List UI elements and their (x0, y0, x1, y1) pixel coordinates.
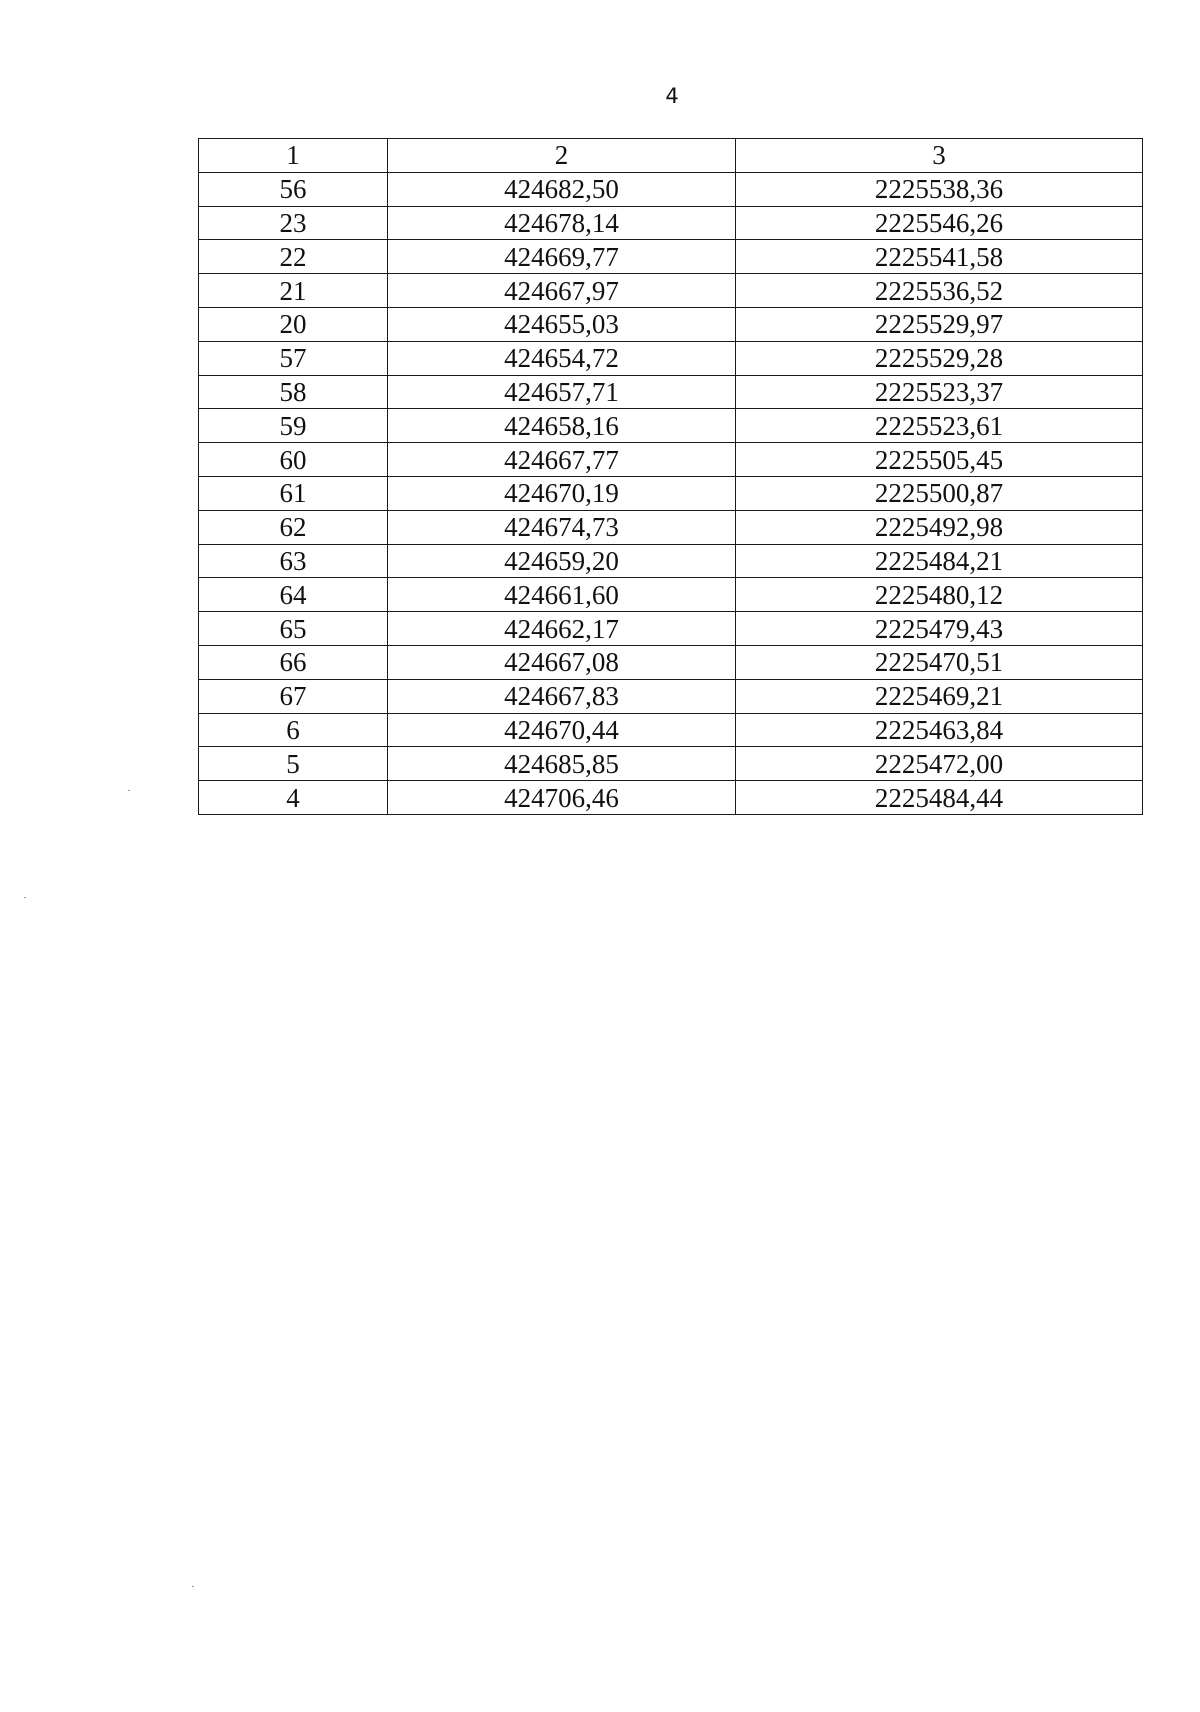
y-coordinate-cell: 2225529,97 (736, 307, 1143, 341)
y-coordinate-cell: 2225536,52 (736, 274, 1143, 308)
x-coordinate-cell: 424654,72 (388, 341, 736, 375)
y-coordinate-cell: 2225479,43 (736, 612, 1143, 646)
table-row (199, 307, 1143, 341)
point-number-cell: 59 (199, 409, 388, 443)
y-coordinate-cell: 2225523,37 (736, 375, 1143, 409)
point-number-cell: 56 (199, 172, 388, 206)
point-number-cell: 67 (199, 679, 388, 713)
point-number-cell: 20 (199, 307, 388, 341)
x-coordinate-cell: 424670,44 (388, 713, 736, 747)
x-coordinate-cell: 424657,71 (388, 375, 736, 409)
point-number-cell: 66 (199, 645, 388, 679)
x-coordinate-cell: 424655,03 (388, 307, 736, 341)
table-row (199, 206, 1143, 240)
y-coordinate-cell: 2225500,87 (736, 476, 1143, 510)
y-coordinate-cell: 2225472,00 (736, 747, 1143, 781)
table-row (199, 679, 1143, 713)
y-coordinate-cell: 2225470,51 (736, 645, 1143, 679)
x-coordinate-cell: 424667,77 (388, 443, 736, 477)
page-number: 4 (665, 84, 679, 108)
table-row (199, 375, 1143, 409)
x-coordinate-cell: 424667,83 (388, 679, 736, 713)
point-number-cell: 4 (199, 781, 388, 815)
y-coordinate-cell: 2225480,12 (736, 578, 1143, 612)
point-number-cell: 21 (199, 274, 388, 308)
point-number-cell: 64 (199, 578, 388, 612)
table-row (199, 612, 1143, 646)
column-header-3: 3 (736, 139, 1143, 173)
x-coordinate-cell: 424678,14 (388, 206, 736, 240)
x-coordinate-cell: 424685,85 (388, 747, 736, 781)
y-coordinate-cell: 2225484,44 (736, 781, 1143, 815)
table-row (199, 443, 1143, 477)
table-row (199, 713, 1143, 747)
point-number-cell: 5 (199, 747, 388, 781)
y-coordinate-cell: 2225538,36 (736, 172, 1143, 206)
x-coordinate-cell: 424682,50 (388, 172, 736, 206)
column-header-2: 2 (388, 139, 736, 173)
x-coordinate-cell: 424659,20 (388, 544, 736, 578)
y-coordinate-cell: 2225492,98 (736, 510, 1143, 544)
y-coordinate-cell: 2225469,21 (736, 679, 1143, 713)
column-header-1: 1 (199, 139, 388, 173)
x-coordinate-cell: 424667,97 (388, 274, 736, 308)
y-coordinate-cell: 2225463,84 (736, 713, 1143, 747)
point-number-cell: 57 (199, 341, 388, 375)
y-coordinate-cell: 2225529,28 (736, 341, 1143, 375)
x-coordinate-cell: 424661,60 (388, 578, 736, 612)
x-coordinate-cell: 424667,08 (388, 645, 736, 679)
table-header-row (199, 139, 1143, 173)
point-number-cell: 23 (199, 206, 388, 240)
point-number-cell: 62 (199, 510, 388, 544)
x-coordinate-cell: 424658,16 (388, 409, 736, 443)
point-number-cell: 65 (199, 612, 388, 646)
coordinates-table (198, 138, 1143, 815)
table-row (199, 172, 1143, 206)
table-row (199, 476, 1143, 510)
point-number-cell: 22 (199, 240, 388, 274)
point-number-cell: 58 (199, 375, 388, 409)
point-number-cell: 6 (199, 713, 388, 747)
table-body (199, 172, 1143, 814)
table-row (199, 544, 1143, 578)
table-row (199, 747, 1143, 781)
x-coordinate-cell: 424662,17 (388, 612, 736, 646)
point-number-cell: 63 (199, 544, 388, 578)
table-row (199, 645, 1143, 679)
y-coordinate-cell: 2225523,61 (736, 409, 1143, 443)
point-number-cell: 61 (199, 476, 388, 510)
table-row (199, 510, 1143, 544)
point-number-cell: 60 (199, 443, 388, 477)
x-coordinate-cell: 424674,73 (388, 510, 736, 544)
table-row (199, 409, 1143, 443)
scan-speck (24, 897, 26, 898)
y-coordinate-cell: 2225505,45 (736, 443, 1143, 477)
y-coordinate-cell: 2225541,58 (736, 240, 1143, 274)
scan-speck (192, 1586, 194, 1587)
table-row (199, 578, 1143, 612)
table-row (199, 781, 1143, 815)
x-coordinate-cell: 424670,19 (388, 476, 736, 510)
y-coordinate-cell: 2225546,26 (736, 206, 1143, 240)
table-row (199, 341, 1143, 375)
x-coordinate-cell: 424669,77 (388, 240, 736, 274)
y-coordinate-cell: 2225484,21 (736, 544, 1143, 578)
table-row (199, 274, 1143, 308)
table-row (199, 240, 1143, 274)
scan-speck (128, 790, 130, 791)
x-coordinate-cell: 424706,46 (388, 781, 736, 815)
